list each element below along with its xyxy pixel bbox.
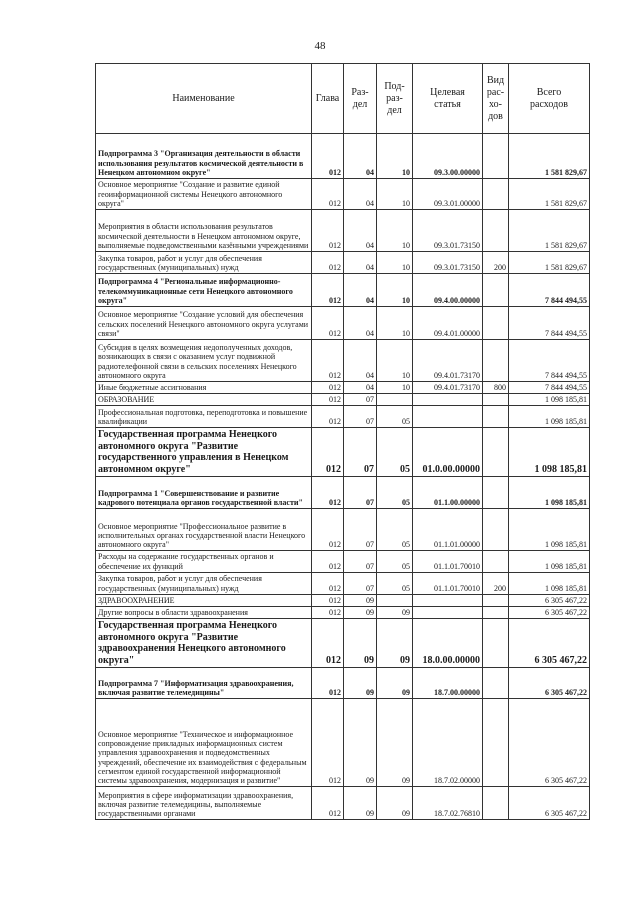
row-target: 01.0.00.00000	[413, 428, 483, 477]
row-podrazdel: 10	[377, 210, 413, 252]
row-podrazdel: 10	[377, 179, 413, 210]
row-name: ОБРАЗОВАНИЕ	[96, 394, 312, 406]
header-razdel: Раз- дел	[344, 64, 377, 134]
table-row	[96, 606, 590, 618]
row-total: 6 305 467,22	[509, 699, 590, 787]
table-row	[96, 274, 590, 307]
row-vid	[483, 787, 509, 820]
row-total: 6 305 467,22	[509, 787, 590, 820]
row-total: 1 098 185,81	[509, 551, 590, 572]
row-name: Основное мероприятие "Техническое и информационное сопровождение прикладных информационных систем управления здравоохранения и подведомственных учреждений, обеспечение их взаимодействия с федеральным сегментом единой государственной информационной системы здравоохранения, модернизация и развитие"	[96, 699, 312, 787]
row-podrazdel	[377, 394, 413, 406]
table-row	[96, 428, 590, 477]
row-target: 09.3.01.73150	[413, 210, 483, 252]
row-target	[413, 594, 483, 606]
row-name: ЗДРАВООХРАНЕНИЕ	[96, 594, 312, 606]
row-name: Государственная программа Ненецкого автономного округа "Развитие здравоохранения Ненецкого автономного округа"	[96, 619, 312, 668]
row-razdel: 04	[344, 382, 377, 394]
row-name: Подпрограмма 3 "Организация деятельности в области использования результатов космической деятельности в Ненецком автономном округе"	[96, 134, 312, 179]
row-target: 09.4.01.73170	[413, 340, 483, 382]
row-target: 09.3.01.73150	[413, 252, 483, 274]
row-podrazdel: 05	[377, 428, 413, 477]
row-glava: 012	[312, 594, 344, 606]
row-total: 6 305 467,22	[509, 668, 590, 699]
row-razdel: 04	[344, 134, 377, 179]
row-vid	[483, 274, 509, 307]
row-vid	[483, 668, 509, 699]
table-row	[96, 699, 590, 787]
row-vid	[483, 340, 509, 382]
row-razdel: 04	[344, 340, 377, 382]
row-razdel: 04	[344, 274, 377, 307]
row-name: Другие вопросы в области здравоохранения	[96, 606, 312, 618]
row-podrazdel: 10	[377, 340, 413, 382]
table-row	[96, 572, 590, 594]
row-target: 09.4.01.00000	[413, 307, 483, 340]
row-total: 1 098 185,81	[509, 428, 590, 477]
row-glava: 012	[312, 699, 344, 787]
row-razdel: 04	[344, 307, 377, 340]
table-row	[96, 509, 590, 551]
row-name: Мероприятия в области использования результатов космической деятельности в Ненецком автономном округе, выполняемые подведомственными казёнными учреждениями	[96, 210, 312, 252]
row-name: Закупка товаров, работ и услуг для обеспечения государственных (муниципальных) нужд	[96, 252, 312, 274]
row-vid	[483, 428, 509, 477]
row-name: Основное мероприятие "Создание и развитие единой геоинформационной системы Ненецкого автономного округа"	[96, 179, 312, 210]
row-target: 01.1.01.70010	[413, 551, 483, 572]
row-glava: 012	[312, 134, 344, 179]
row-vid	[483, 594, 509, 606]
row-podrazdel: 05	[377, 551, 413, 572]
row-total: 7 844 494,55	[509, 307, 590, 340]
row-glava: 012	[312, 668, 344, 699]
row-razdel: 09	[344, 606, 377, 618]
table-row	[96, 382, 590, 394]
header-name: Наименование	[96, 64, 312, 134]
row-target: 09.3.01.00000	[413, 179, 483, 210]
row-razdel: 07	[344, 572, 377, 594]
row-name: Подпрограмма 4 "Региональные информационно-телекоммуникационные сети Ненецкого автономного округа"	[96, 274, 312, 307]
row-total: 1 098 185,81	[509, 509, 590, 551]
row-total: 1 098 185,81	[509, 572, 590, 594]
row-vid	[483, 477, 509, 509]
header-vid: Вид рас- хо- дов	[483, 64, 509, 134]
row-total: 7 844 494,55	[509, 340, 590, 382]
row-target: 01.1.00.00000	[413, 477, 483, 509]
row-glava: 012	[312, 274, 344, 307]
row-total: 1 098 185,81	[509, 477, 590, 509]
row-target	[413, 606, 483, 618]
row-razdel: 07	[344, 406, 377, 428]
row-glava: 012	[312, 551, 344, 572]
row-podrazdel: 09	[377, 668, 413, 699]
row-target: 01.1.01.00000	[413, 509, 483, 551]
row-vid: 800	[483, 382, 509, 394]
row-podrazdel	[377, 594, 413, 606]
row-name: Профессиональная подготовка, переподготовка и повышение квалификации	[96, 406, 312, 428]
header-glava: Глава	[312, 64, 344, 134]
row-name: Основное мероприятие "Создание условий для обеспечения сельских поселений Ненецкого автономного округа услугами связи"	[96, 307, 312, 340]
row-razdel: 09	[344, 594, 377, 606]
row-target: 18.7.02.76810	[413, 787, 483, 820]
row-glava: 012	[312, 382, 344, 394]
row-total: 1 581 829,67	[509, 252, 590, 274]
row-name: Подпрограмма 1 "Совершенствование и развитие кадрового потенциала органов государственной власти"	[96, 477, 312, 509]
row-vid: 200	[483, 572, 509, 594]
row-glava: 012	[312, 252, 344, 274]
row-vid	[483, 210, 509, 252]
row-glava: 012	[312, 606, 344, 618]
row-total: 1 581 829,67	[509, 179, 590, 210]
row-podrazdel: 05	[377, 406, 413, 428]
row-target: 09.4.00.00000	[413, 274, 483, 307]
page-number: 48	[314, 40, 326, 52]
row-vid	[483, 619, 509, 668]
row-podrazdel: 10	[377, 274, 413, 307]
row-razdel: 07	[344, 509, 377, 551]
table-row	[96, 406, 590, 428]
table-row	[96, 477, 590, 509]
row-total: 1 581 829,67	[509, 134, 590, 179]
row-glava: 012	[312, 509, 344, 551]
row-glava: 012	[312, 477, 344, 509]
table-row	[96, 307, 590, 340]
row-glava: 012	[312, 406, 344, 428]
row-glava: 012	[312, 340, 344, 382]
row-vid	[483, 406, 509, 428]
table-row	[96, 210, 590, 252]
row-razdel: 09	[344, 668, 377, 699]
row-total: 6 305 467,22	[509, 594, 590, 606]
row-target	[413, 406, 483, 428]
table-header-row	[96, 64, 590, 134]
row-total: 7 844 494,55	[509, 382, 590, 394]
row-name: Мероприятия в сфере информатизации здравоохранения, включая развитие телемедицины, выполняемые государственными органами	[96, 787, 312, 820]
budget-table	[95, 63, 590, 820]
table-row	[96, 619, 590, 668]
row-podrazdel: 09	[377, 699, 413, 787]
row-glava: 012	[312, 394, 344, 406]
header-podrazdel: Под- раз- дел	[377, 64, 413, 134]
row-razdel: 07	[344, 394, 377, 406]
row-target: 18.7.00.00000	[413, 668, 483, 699]
row-vid	[483, 179, 509, 210]
row-vid	[483, 509, 509, 551]
row-target: 09.4.01.73170	[413, 382, 483, 394]
row-name: Расходы на содержание государственных органов и обеспечение их функций	[96, 551, 312, 572]
row-target: 18.0.00.00000	[413, 619, 483, 668]
row-vid	[483, 394, 509, 406]
row-name: Субсидия в целях возмещения недополученных доходов, возникающих в связи с оказанием услуг подвижной радиотелефонной связи в сельских поселениях Ненецкого автономного округа	[96, 340, 312, 382]
table-row	[96, 394, 590, 406]
row-total: 6 305 467,22	[509, 606, 590, 618]
table-row	[96, 787, 590, 820]
row-glava: 012	[312, 572, 344, 594]
row-total: 1 098 185,81	[509, 394, 590, 406]
row-total: 7 844 494,55	[509, 274, 590, 307]
row-podrazdel: 10	[377, 134, 413, 179]
table-row	[96, 668, 590, 699]
row-podrazdel: 09	[377, 787, 413, 820]
header-target: Целевая статья	[413, 64, 483, 134]
row-vid	[483, 551, 509, 572]
row-glava: 012	[312, 619, 344, 668]
row-total: 1 098 185,81	[509, 406, 590, 428]
row-glava: 012	[312, 307, 344, 340]
row-glava: 012	[312, 787, 344, 820]
row-vid	[483, 699, 509, 787]
row-vid: 200	[483, 252, 509, 274]
row-name: Подпрограмма 7 "Информатизация здравоохранения, включая развитие телемедицины"	[96, 668, 312, 699]
table-row	[96, 134, 590, 179]
row-name: Иные бюджетные ассигнования	[96, 382, 312, 394]
row-podrazdel: 10	[377, 307, 413, 340]
header-total: Всего расходов	[509, 64, 590, 134]
row-razdel: 09	[344, 619, 377, 668]
row-name: Основное мероприятие "Профессиональное развитие в исполнительных органах государственной власти Ненецкого автономного округа"	[96, 509, 312, 551]
row-podrazdel: 05	[377, 477, 413, 509]
row-glava: 012	[312, 428, 344, 477]
row-name: Государственная программа Ненецкого автономного округа "Развитие государственного управления в Ненецком автономном округе"	[96, 428, 312, 477]
row-podrazdel: 05	[377, 509, 413, 551]
row-target	[413, 394, 483, 406]
row-razdel: 09	[344, 787, 377, 820]
row-target: 09.3.00.00000	[413, 134, 483, 179]
row-total: 1 581 829,67	[509, 210, 590, 252]
table-row	[96, 179, 590, 210]
row-total: 6 305 467,22	[509, 619, 590, 668]
row-razdel: 07	[344, 477, 377, 509]
table-row	[96, 252, 590, 274]
row-razdel: 04	[344, 252, 377, 274]
row-podrazdel: 10	[377, 252, 413, 274]
row-podrazdel: 10	[377, 382, 413, 394]
table-row	[96, 551, 590, 572]
row-razdel: 07	[344, 428, 377, 477]
row-target: 18.7.02.00000	[413, 699, 483, 787]
row-podrazdel: 05	[377, 572, 413, 594]
row-razdel: 04	[344, 210, 377, 252]
row-razdel: 09	[344, 699, 377, 787]
table-row	[96, 340, 590, 382]
row-razdel: 04	[344, 179, 377, 210]
row-name: Закупка товаров, работ и услуг для обеспечения государственных (муниципальных) нужд	[96, 572, 312, 594]
table-row	[96, 594, 590, 606]
row-target: 01.1.01.70010	[413, 572, 483, 594]
row-vid	[483, 134, 509, 179]
row-vid	[483, 606, 509, 618]
row-razdel: 07	[344, 551, 377, 572]
row-glava: 012	[312, 210, 344, 252]
row-glava: 012	[312, 179, 344, 210]
row-vid	[483, 307, 509, 340]
row-podrazdel: 09	[377, 619, 413, 668]
row-podrazdel: 09	[377, 606, 413, 618]
